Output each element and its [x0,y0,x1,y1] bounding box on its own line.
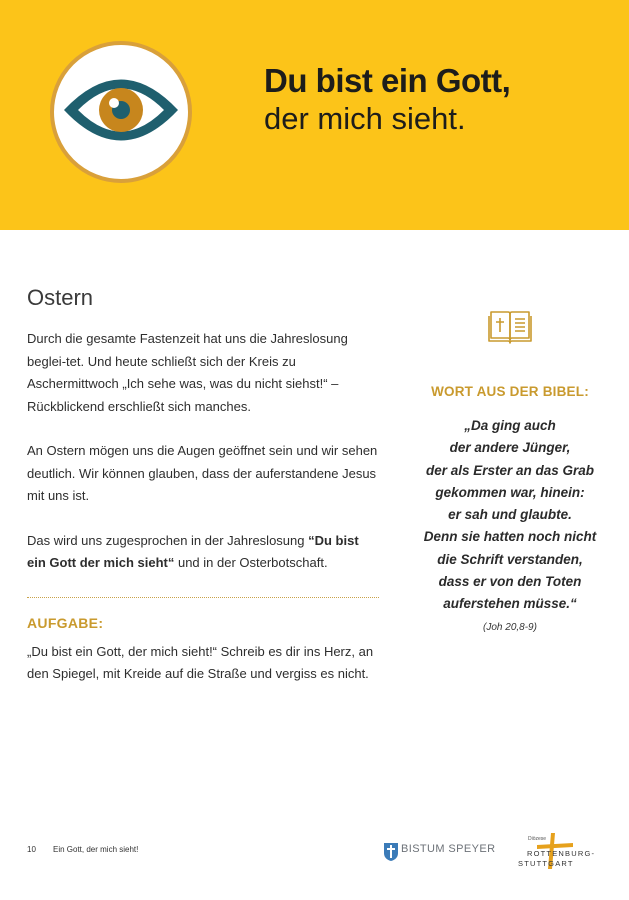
diocese-label: Diözese [528,836,547,842]
paragraph-3-bold: “Du bist ein Gott der mich sieht“ [27,532,359,570]
paragraph-1: Durch die gesamte Fastenzeit hat uns die Jahreslosung beglei-tet. Und heute schließt sich der Kreis zu Aschermittwoch „Ich sehe was, was du nicht siehst!“ – Rückblickend erschließt sich manches. [27,331,348,414]
paragraph-3-end: und in der Osterbotschaft. [174,555,328,570]
rottenburg-logo-line1: ROTTENBURG- [527,849,596,858]
header-banner [0,0,629,230]
paragraph-3 [27,530,379,575]
bible-sidebar [415,308,605,633]
quote-line: die Schrift verstanden, [437,551,583,567]
rottenburg-logo-line2: STUTTGART [518,859,574,868]
bistum-speyer-shield-icon [383,842,399,862]
bistum-speyer-logo: BISTUM SPEYER [401,843,496,855]
page-title [264,62,510,138]
task-text: „Du bist ein Gott, der mich sieht!“ Schreib es dir ins Herz, an den Spiegel, mit Kreide auf die Straße und vergiss es nicht. [27,643,374,681]
bible-quote [415,415,605,616]
main-column [27,285,379,708]
running-title: Ein Gott, der mich sieht! [53,845,139,854]
bible-reference: (Joh 20,8-9) [483,621,537,633]
eye-icon [50,41,192,183]
task-heading: AUFGABE: [27,614,104,631]
section-title: Ostern [27,285,94,310]
quote-line: dass er von den Toten [438,574,582,590]
paragraph-3-start: Das wird uns zugesprochen in der Jahreslosung [27,532,309,548]
quote-line: der als Erster an das Grab [425,462,595,478]
quote-line: auferstehen müsse.“ [443,596,577,612]
quote-line: Denn sie hatten noch nicht [423,529,597,545]
bible-icon [488,308,532,344]
quote-line: gekommen war, hinein: [435,484,585,500]
title-line-1: Du bist ein Gott, [264,62,511,99]
bible-heading: WORT AUS DER BIBEL: [431,384,589,399]
quote-line: er sah und glaubte. [448,507,572,523]
page-number: 10 [27,845,36,854]
paragraph-2: An Ostern mögen uns die Augen geöffnet sein und wir sehen deutlich. Wir können glauben, dass der auferstandene Jesus mit uns ist. [27,443,378,503]
quote-line: der andere Jünger, [449,440,571,456]
title-line-2: der mich sieht. [264,101,466,136]
dotted-divider [27,597,379,598]
quote-line: „Da ging auch [464,418,556,433]
